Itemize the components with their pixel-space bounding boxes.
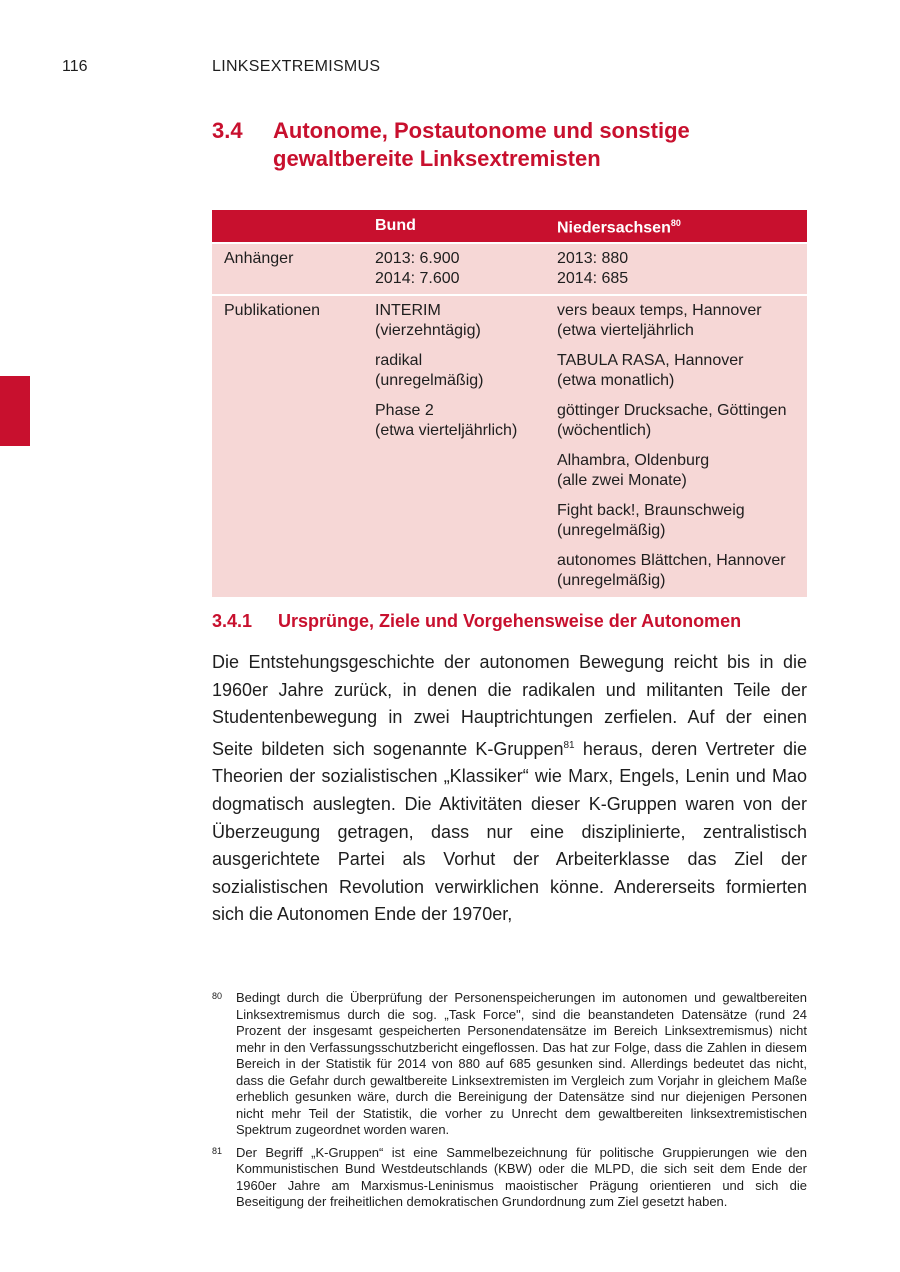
footnote-80 bbox=[212, 990, 807, 1139]
subsection-heading bbox=[212, 611, 807, 632]
cell-niedersachsen-publikationen bbox=[551, 295, 807, 597]
publication-frequency: (wöchentlich) bbox=[557, 422, 652, 440]
cell-bund-anhaenger bbox=[369, 243, 551, 295]
publication-entry bbox=[557, 451, 801, 491]
header-niedersachsen-label: Niedersachsen bbox=[557, 219, 671, 237]
publication-title: göttinger Drucksache, Göttingen bbox=[557, 402, 787, 420]
subsection-number: 3.4.1 bbox=[212, 611, 253, 631]
value-line: 2014: 7.600 bbox=[375, 270, 460, 288]
table-row-publikationen bbox=[212, 295, 807, 597]
value-line: 2014: 685 bbox=[557, 270, 629, 288]
chapter-tab-marker bbox=[0, 376, 30, 446]
publication-frequency: (etwa vierteljährlich) bbox=[375, 422, 518, 440]
section-heading bbox=[212, 117, 807, 173]
publication-entry bbox=[557, 351, 801, 391]
subsection-title: Ursprünge, Ziele und Vorgehensweise der Autonomen bbox=[278, 611, 742, 631]
statistics-table bbox=[212, 210, 807, 597]
footnote-number: 81 bbox=[212, 1145, 223, 1156]
body-paragraph bbox=[212, 649, 807, 929]
publication-entry bbox=[557, 551, 801, 591]
publication-title: Phase 2 bbox=[375, 402, 434, 420]
running-header: LINKSEXTREMISMUS bbox=[212, 58, 381, 75]
header-niedersachsen bbox=[551, 210, 807, 243]
publication-entry bbox=[375, 301, 545, 341]
publication-title: TABULA RASA, Hannover bbox=[557, 352, 744, 370]
footnote-number: 80 bbox=[212, 991, 223, 1001]
body-text-part2: heraus, deren Vertreter die Theorien der sozialistischen „Klassiker“ wie Marx, Engels, Lenin und Mao dogmatisch auslegten. Die Aktivitäten dieser K-Gruppen waren von der Überzeugung getragen, dass nur eine disziplinierte, zentralistisch ausgerichtete Partei als Vorhut der Arbeiterklasse das Ziel der sozialistischen Revolution verwirklichen könne. Andererseits formierten sich die Autonomen Ende der 1970er, bbox=[212, 738, 807, 925]
publication-entry bbox=[375, 351, 545, 391]
publication-title: radikal bbox=[375, 352, 423, 370]
cell-niedersachsen-anhaenger bbox=[551, 243, 807, 295]
footnote-text: Bedingt durch die Überprüfung der Personenspeicherungen im autonomen und gewaltbereiten Linksextremismus durch die sog. „Task Force", sind die beanstandeten Datensätze (rund 24 Prozent der insgesamt gespeicherten Personendatensätze im Bereich Linksextremismus) nicht mehr in den Verfassungsschutzbericht eingeflossen. Das hat zur Folge, dass die Zahlen in diesem Bereich in der Statistik für 2014 von 880 auf 685 gesunken sind. Allerdings bedeutet das nicht, dass die Gefahr durch gewaltbereite Linksextremisten im Vergleich zum Vorjahr in gleichem Maße erheblich gesunken wäre, durch die Bereinigung der Datensätze sind nur diejenigen Personen nicht mehr Teil der Statistik, die vorher zu Unrecht dem gewaltbereiten linksextremistischen Spektrum zugeordnet worden waren. bbox=[236, 990, 807, 1137]
publication-entry bbox=[375, 401, 545, 441]
section-number: 3.4 bbox=[212, 118, 243, 143]
publication-title: Fight back!, Braunschweig bbox=[557, 502, 745, 520]
publication-frequency: (unregelmäßig) bbox=[557, 522, 666, 540]
publication-title: INTERIM bbox=[375, 302, 441, 320]
section-title: Autonome, Postautonome und sonstige gewaltbereite Linksextremisten bbox=[273, 118, 690, 171]
footnote-ref-80: 80 bbox=[670, 218, 681, 228]
page-number: 116 bbox=[62, 58, 88, 75]
publication-title: vers beaux temps, Hannover bbox=[557, 302, 762, 320]
footnotes bbox=[212, 990, 807, 1217]
publication-frequency: (unregelmäßig) bbox=[375, 372, 484, 390]
table-row-anhaenger bbox=[212, 243, 807, 295]
publication-title: Alhambra, Oldenburg bbox=[557, 452, 710, 470]
table-header-row bbox=[212, 210, 807, 243]
cell-bund-publikationen bbox=[369, 295, 551, 597]
publication-entry bbox=[557, 501, 801, 541]
value-line: 2013: 880 bbox=[557, 250, 629, 268]
footnote-ref-81: 81 bbox=[563, 739, 575, 751]
footnote-text: Der Begriff „K-Gruppen“ ist eine Sammelbezeichnung für politische Gruppierungen wie den Kommunistischen Bund Westdeutschlands (KBW) oder die MLPD, die sich seit dem Ende der 1960er Jahre am Marxismus-Leninismus maoistischer Prägung orientieren und sich die Beseitigung der freiheitlichen demokratischen Grundordnung zum Ziel gesetzt haben. bbox=[236, 1144, 807, 1209]
publication-frequency: (etwa vierteljährlich bbox=[557, 322, 694, 340]
publication-frequency: (etwa monatlich) bbox=[557, 372, 675, 390]
publication-frequency: (alle zwei Monate) bbox=[557, 472, 687, 490]
footnote-81 bbox=[212, 1145, 807, 1211]
publication-frequency: (vierzehntägig) bbox=[375, 322, 481, 340]
publication-entry bbox=[557, 401, 801, 441]
value-line: 2013: 6.900 bbox=[375, 250, 460, 268]
row-label: Anhänger bbox=[212, 243, 369, 295]
header-empty-cell bbox=[212, 210, 369, 243]
publication-frequency: (unregelmäßig) bbox=[557, 572, 666, 590]
publication-title: autonomes Blättchen, Hannover bbox=[557, 552, 786, 570]
body-text-part1: Die Entstehungsgeschichte der autonomen Bewegung reicht bis in die 1960er Jahre zurück, in denen die radikalen und militanten Teile der Studentenbewegung in zwei Hauptrichtungen zerfielen. Auf der einen Seite bildeten sich sogenannte K-Gruppen bbox=[212, 652, 807, 759]
header-bund: Bund bbox=[369, 210, 551, 243]
row-label: Publikationen bbox=[212, 295, 369, 597]
publication-entry bbox=[557, 301, 801, 341]
